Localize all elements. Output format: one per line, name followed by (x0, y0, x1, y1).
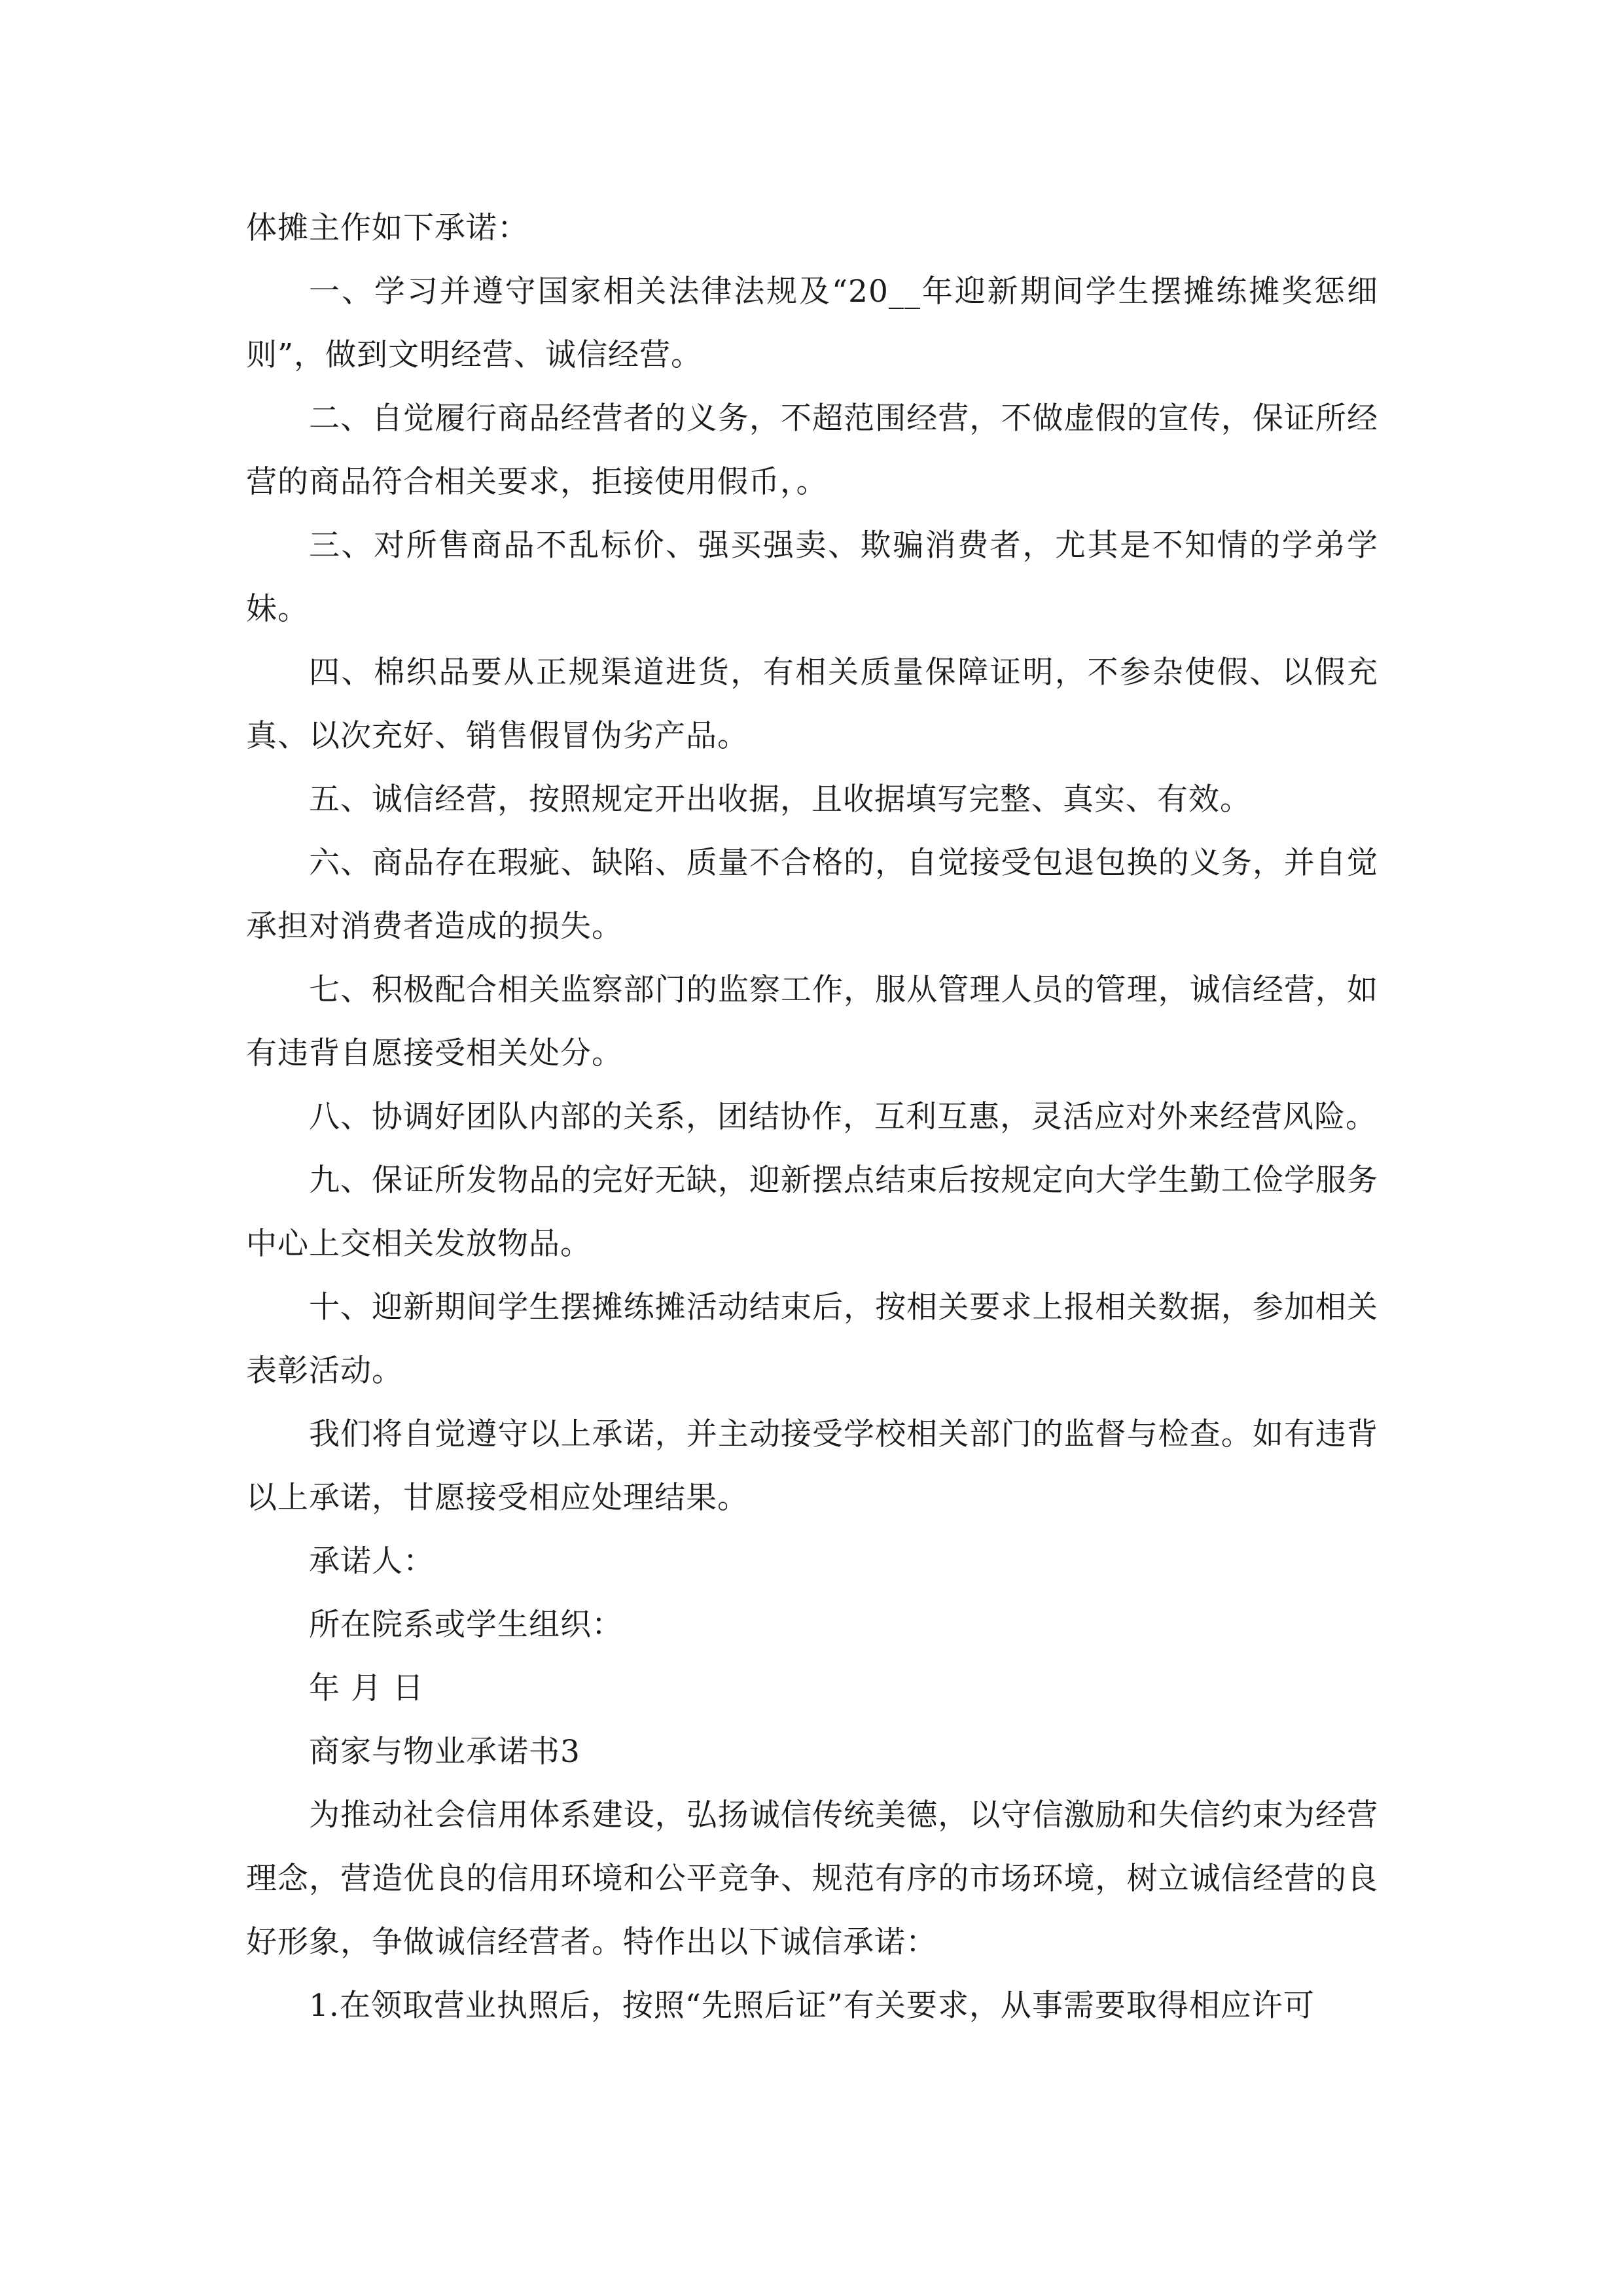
signature-promiser: 承诺人： (309, 1543, 435, 1579)
pledge-item-7: 七、积极配合相关监察部门的监察工作，服从管理人员的管理，诚信经营，如有违背自愿接受相关处分。 (246, 972, 1378, 1071)
section-intro: 为推动社会信用体系建设，弘扬诚信传统美德，以守信激励和失信约束为经营理念，营造优良的信用环境和公平竞争、规范有序的市场环境，树立诚信经营的良好形象，争做诚信经营者。特作出以下诚信承诺： (246, 1797, 1378, 1960)
closing-paragraph: 我们将自觉遵守以上承诺，并主动接受学校相关部门的监督与检查。如有违背以上承诺，甘愿接受相应处理结果。 (246, 1416, 1378, 1516)
section-item-1: 1.在领取营业执照后，按照“先照后证”有关要求，从事需要取得相应许可 (309, 1988, 1315, 2024)
pledge-item-2: 二、自觉履行商品经营者的义务，不超范围经营，不做虚假的宣传，保证所经营的商品符合相关要求，拒接使用假币，。 (246, 401, 1378, 500)
section-title: 商家与物业承诺书3 (309, 1734, 580, 1770)
document-body (246, 196, 1378, 2037)
intro-line: 体摊主作如下承诺： (246, 210, 529, 246)
pledge-item-1: 一、学习并遵守国家相关法律法规及“20__年迎新期间学生摆摊练摊奖惩细则”，做到文明经营、诚信经营。 (246, 274, 1378, 373)
signature-date: 年 月 日 (309, 1670, 424, 1706)
pledge-item-5: 五、诚信经营，按照规定开出收据，且收据填写完整、真实、有效。 (309, 781, 1251, 817)
pledge-item-3: 三、对所售商品不乱标价、强买强卖、欺骗消费者，尤其是不知情的学弟学妹。 (246, 528, 1378, 627)
pledge-item-6: 六、商品存在瑕疵、缺陷、质量不合格的，自觉接受包退包换的义务，并自觉承担对消费者造成的损失。 (246, 845, 1378, 944)
pledge-item-4: 四、棉织品要从正规渠道进货，有相关质量保障证明，不参杂使假、以假充真、以次充好、销售假冒伪劣产品。 (246, 655, 1378, 754)
pledge-item-8: 八、协调好团队内部的关系，团结协作，互利互惠，灵活应对外来经营风险。 (309, 1099, 1377, 1135)
signature-department: 所在院系或学生组织： (309, 1607, 623, 1643)
pledge-item-10: 十、迎新期间学生摆摊练摊活动结束后，按相关要求上报相关数据，参加相关表彰活动。 (246, 1289, 1378, 1389)
pledge-item-9: 九、保证所发物品的完好无缺，迎新摆点结束后按规定向大学生勤工俭学服务中心上交相关发放物品。 (246, 1162, 1378, 1262)
